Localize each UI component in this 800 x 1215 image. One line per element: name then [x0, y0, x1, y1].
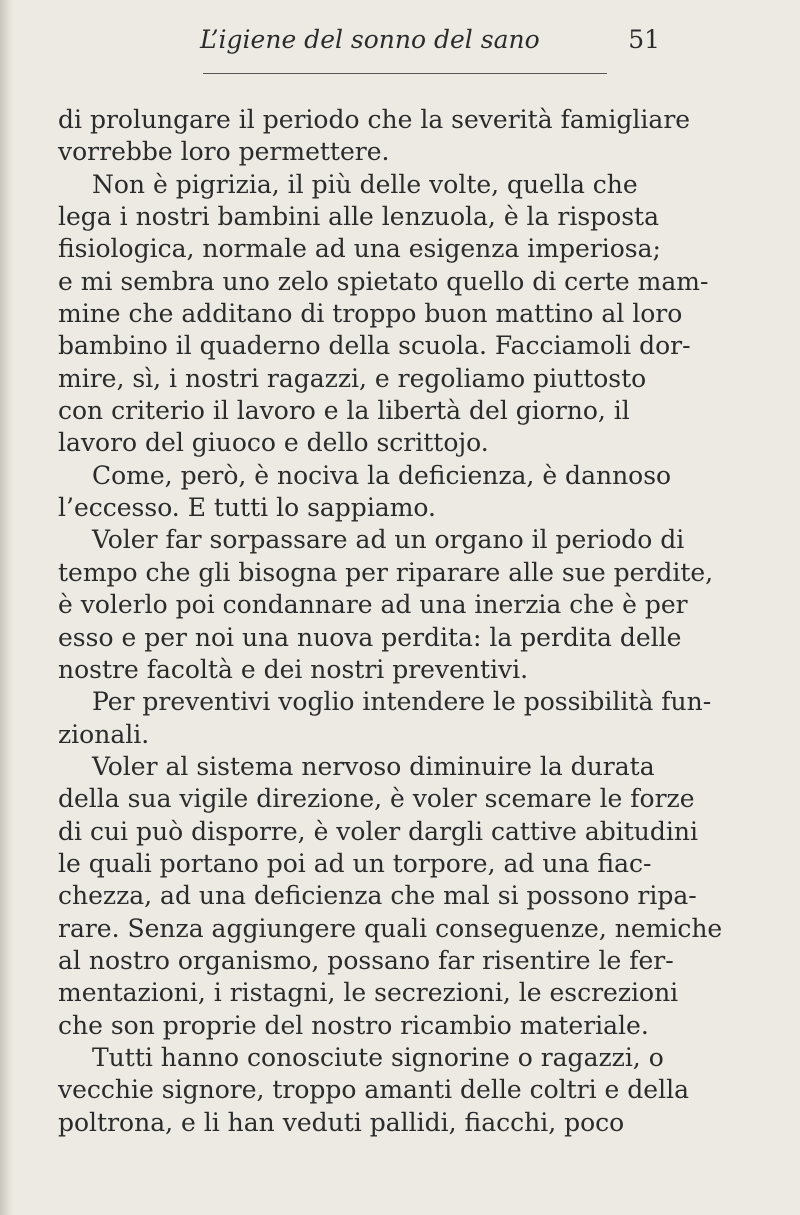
page-edge-shadow	[0, 0, 14, 1215]
text-line: con criterio il lavoro e la libertà del giorno, il	[58, 396, 630, 426]
text-line: Tutti hanno conosciute signorine o ragazzi, o	[92, 1042, 664, 1072]
text-line: Voler al sistema nervoso diminuire la durata	[92, 751, 655, 781]
text-line: le quali portano poi ad un torpore, ad una fiac-	[58, 848, 652, 878]
text-line: chezza, ad una deficienza che mal si possono ripa-	[58, 881, 697, 911]
text-line: vorrebbe loro permettere.	[58, 137, 390, 167]
text-line: di cui può disporre, è voler dargli cattive abitudini	[58, 816, 698, 846]
text-line: poltrona, e li han veduti pallidi, fiacchi, poco	[58, 1107, 625, 1137]
text-line: tempo che gli bisogna per riparare alle sue perdite,	[58, 557, 714, 587]
text-line: Per preventivi voglio intendere le possibilità fun-	[92, 687, 712, 717]
text-line: mire, sì, i nostri ragazzi, e regoliamo piuttosto	[58, 363, 647, 393]
text-line: al nostro organismo, possano far risentire le fer-	[58, 945, 674, 975]
text-line: Voler far sorpassare ad un organo il periodo di	[92, 525, 685, 555]
text-line: di prolungare il periodo che la severità famigliare	[58, 105, 691, 134]
text-line: mine che additano di troppo buon mattino al loro	[58, 299, 683, 329]
text-line: lega i nostri bambini alle lenzuola, è la risposta	[58, 202, 660, 232]
text-line: bambino il quaderno della scuola. Facciamoli dor-	[58, 331, 691, 361]
text-line: zionali.	[58, 719, 150, 749]
page-number: 51	[628, 25, 660, 54]
text-line: rare. Senza aggiungere quali conseguenze, nemiche	[58, 913, 723, 943]
text-line: esso e per noi una nuova perdita: la perdita delle	[58, 622, 682, 652]
text-line: Come, però, è nociva la deficienza, è dannoso	[92, 460, 672, 490]
text-line: lavoro del giuoco e dello scrittojo.	[58, 428, 489, 458]
page-header	[200, 24, 660, 68]
text-line: della sua vigile direzione, è voler scemare le forze	[58, 784, 695, 814]
text-line: che son proprie del nostro ricambio materiale.	[58, 1010, 649, 1040]
header-rule	[203, 73, 607, 74]
text-line: e mi sembra uno zelo spietato quello di certe mam-	[58, 266, 709, 296]
text-line: vecchie signore, troppo amanti delle coltri e della	[58, 1075, 689, 1105]
text-line: nostre facoltà e dei nostri preventivi.	[58, 654, 529, 684]
body-text	[58, 104, 738, 1139]
text-line: è volerlo poi condannare ad una inerzia che è per	[58, 590, 688, 620]
text-line: mentazioni, i ristagni, le secrezioni, le escrezioni	[58, 978, 679, 1008]
text-line: fisiologica, normale ad una esigenza imperiosa;	[58, 234, 661, 264]
text-line: l’eccesso. E tutti lo sappiamo.	[58, 493, 436, 523]
text-line: Non è pigrizia, il più delle volte, quella che	[92, 169, 638, 199]
running-title: L’igiene del sonno del sano	[200, 25, 540, 54]
